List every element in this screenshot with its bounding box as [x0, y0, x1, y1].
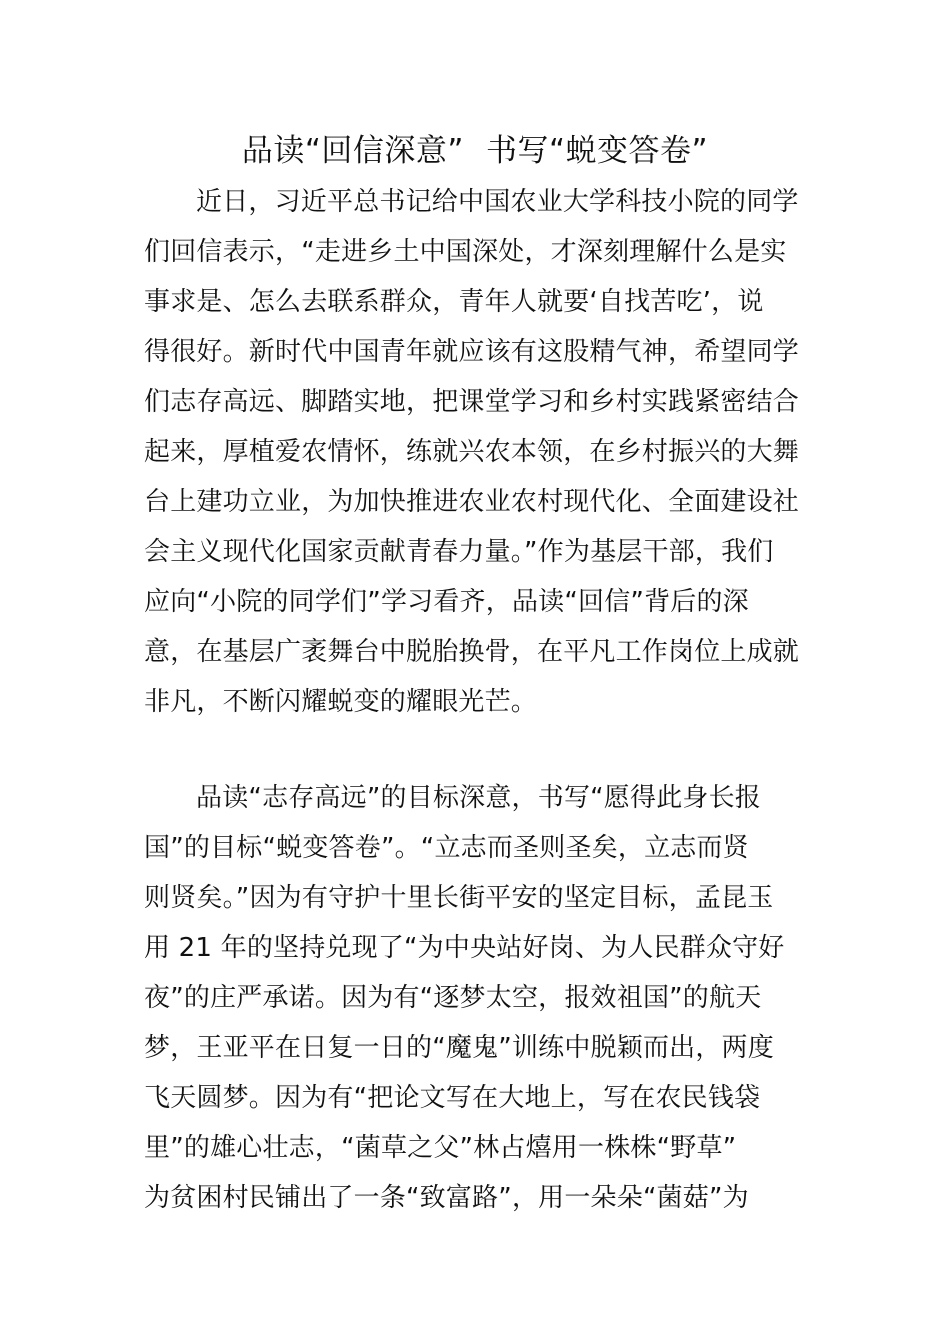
paragraph-line: 台上建功立业，为加快推进农业农村现代化、全面建设社: [144, 487, 800, 517]
title-part-1: 品读“回信深意”: [241, 133, 464, 169]
paragraph-1: [144, 177, 808, 727]
paragraph-line: 应向“小院的同学们”学习看齐，品读“回信”背后的深: [144, 587, 749, 617]
paragraph-line: 会主义现代化国家贡献青春力量。”作为基层干部，我们: [144, 537, 774, 567]
document-title: [0, 126, 950, 176]
paragraph-line: 夜”的庄严承诺。因为有“逐梦太空，报效祖国”的航天: [144, 983, 762, 1013]
paragraph-line: 品读“志存高远”的目标深意，书写“愿得此身长报: [196, 783, 762, 813]
paragraph-line: 为贫困村民铺出了一条“致富路”，用一朵朵“菌菇”为: [144, 1183, 749, 1213]
paragraph-line: 近日，习近平总书记给中国农业大学科技小院的同学: [196, 187, 799, 217]
paragraph-line: 飞天圆梦。因为有“把论文写在大地上，写在农民钱袋: [144, 1083, 761, 1113]
paragraph-line: 事求是、怎么去联系群众，青年人就要‘自找苦吃’，说: [144, 287, 764, 317]
paragraph-line: 用 21 年的坚持兑现了“为中央站好岗、为人民群众守好: [144, 933, 785, 963]
paragraph-line: 非凡，不断闪耀蜕变的耀眼光芒。: [144, 687, 538, 717]
title-part-2: 书写“蜕变答卷”: [486, 133, 709, 169]
paragraph-line: 们回信表示，“走进乡土中国深处，才深刻理解什么是实: [144, 237, 787, 267]
paragraph-line: 国”的目标“蜕变答卷”。“立志而圣则圣矣，立志而贤: [144, 833, 749, 863]
paragraph-line: 们志存高远、脚踏实地，把课堂学习和乡村实践紧密结合: [144, 387, 800, 417]
paragraph-line: 里”的雄心壮志，“菌草之父”林占熺用一株株“野草”: [144, 1133, 737, 1163]
paragraph-2: [144, 773, 808, 1223]
paragraph-line: 得很好。新时代中国青年就应该有这股精气神，希望同学: [144, 337, 800, 367]
paragraph-line: 意，在基层广袤舞台中脱胎换骨，在平凡工作岗位上成就: [144, 637, 800, 667]
paragraph-line: 梦，王亚平在日复一日的“魔鬼”训练中脱颖而出，两度: [144, 1033, 774, 1063]
paragraph-line: 起来，厚植爱农情怀，练就兴农本领，在乡村振兴的大舞: [144, 437, 800, 467]
paragraph-line: 则贤矣。”因为有守护十里长街平安的坚定目标，孟昆玉: [144, 883, 774, 913]
